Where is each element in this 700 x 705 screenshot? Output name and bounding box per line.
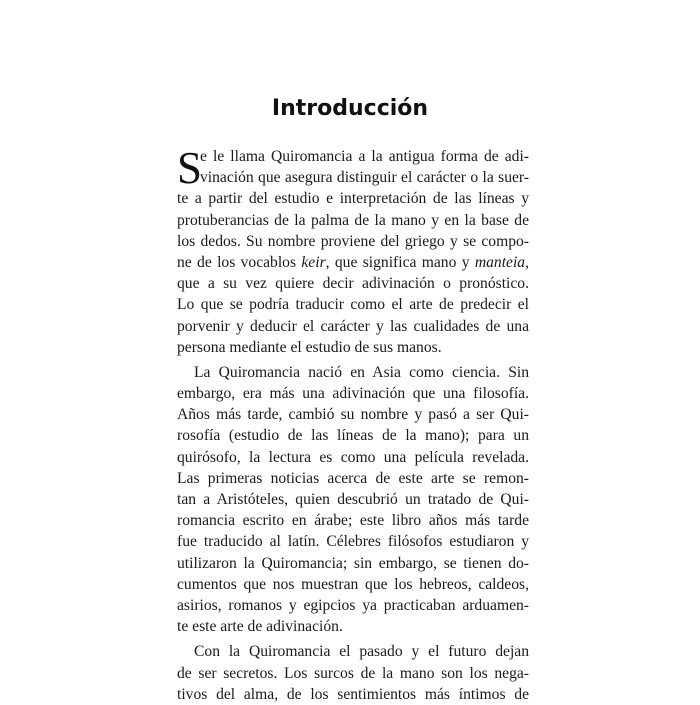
text-line: vinación que asegura distinguir el carácter o la suer- [200, 169, 529, 187]
text-line: embargo, era más una adivinación que una filosofía. [177, 385, 529, 403]
text-line: persona mediante el estudio de sus manos. [177, 338, 442, 356]
text-line: Con la Quiromancia el pasado y el futuro dejan [194, 643, 529, 661]
text-line: tan a Aristóteles, quien descubrió un tratado de Qui- [177, 491, 529, 508]
text-line: protuberancias de la palma de la mano y en la base de [177, 211, 529, 229]
paragraph-1 [177, 143, 529, 358]
text-line: los dedos. Su nombre proviene del griego y se compo- [177, 232, 529, 250]
text-line: que a su vez quiere decir adivinación o pronóstico. [177, 275, 529, 293]
text-segment: , [525, 253, 529, 271]
text-line: quirósofo, la lectura es como una película revelada. [177, 448, 529, 466]
italic-term-keir: keir [301, 253, 326, 271]
text-line: porvenir y deducir el carácter y las cualidades de una [177, 317, 529, 335]
text-line: utilizaron la Quiromancia; sin embargo, se tienen do- [177, 554, 529, 572]
paragraph-2 [177, 362, 529, 637]
paragraph-3 [177, 641, 529, 705]
text-line: romancia escrito en árabe; este libro años más tarde [177, 512, 529, 530]
text-line: cumentos que nos muestran que los hebreos, caldeos, [177, 575, 529, 593]
text-line [177, 252, 529, 273]
text-line: Lo que se podría traducir como el arte de predecir el [177, 296, 529, 314]
text-line: de ser secretos. Los surcos de la mano son los nega- [177, 664, 529, 682]
text-line: te a partir del estudio e interpretación de las líneas y [177, 190, 529, 208]
drop-cap: S [177, 143, 203, 193]
chapter-title: Introducción [271, 96, 429, 121]
text-segment: , que significa mano y [325, 253, 475, 271]
text-line: tivos del alma, de los sentimientos más íntimos de [177, 685, 529, 703]
text-line: rosofía (estudio de las líneas de la mano); para un [177, 427, 529, 445]
text-line: fue traducido al latín. Célebres filósofos estudiaron y [177, 533, 529, 551]
text-line: Años más tarde, cambió su nombre y pasó a ser Qui- [177, 406, 529, 424]
italic-term-manteia: manteia [474, 253, 526, 271]
text-line: te este arte de adivinación. [177, 618, 343, 636]
text-line: Las primeras noticias acerca de este arte se remon- [177, 469, 529, 487]
body-text [177, 143, 529, 705]
text-segment: ne de los vocablos [177, 253, 302, 271]
text-line: e le llama Quiromancia a la antigua forma de adi- [200, 148, 529, 165]
text-line: asirios, romanos y egipcios ya practicaban arduamen- [177, 596, 529, 614]
text-line: La Quiromancia nació en Asia como ciencia. Sin [194, 363, 529, 381]
